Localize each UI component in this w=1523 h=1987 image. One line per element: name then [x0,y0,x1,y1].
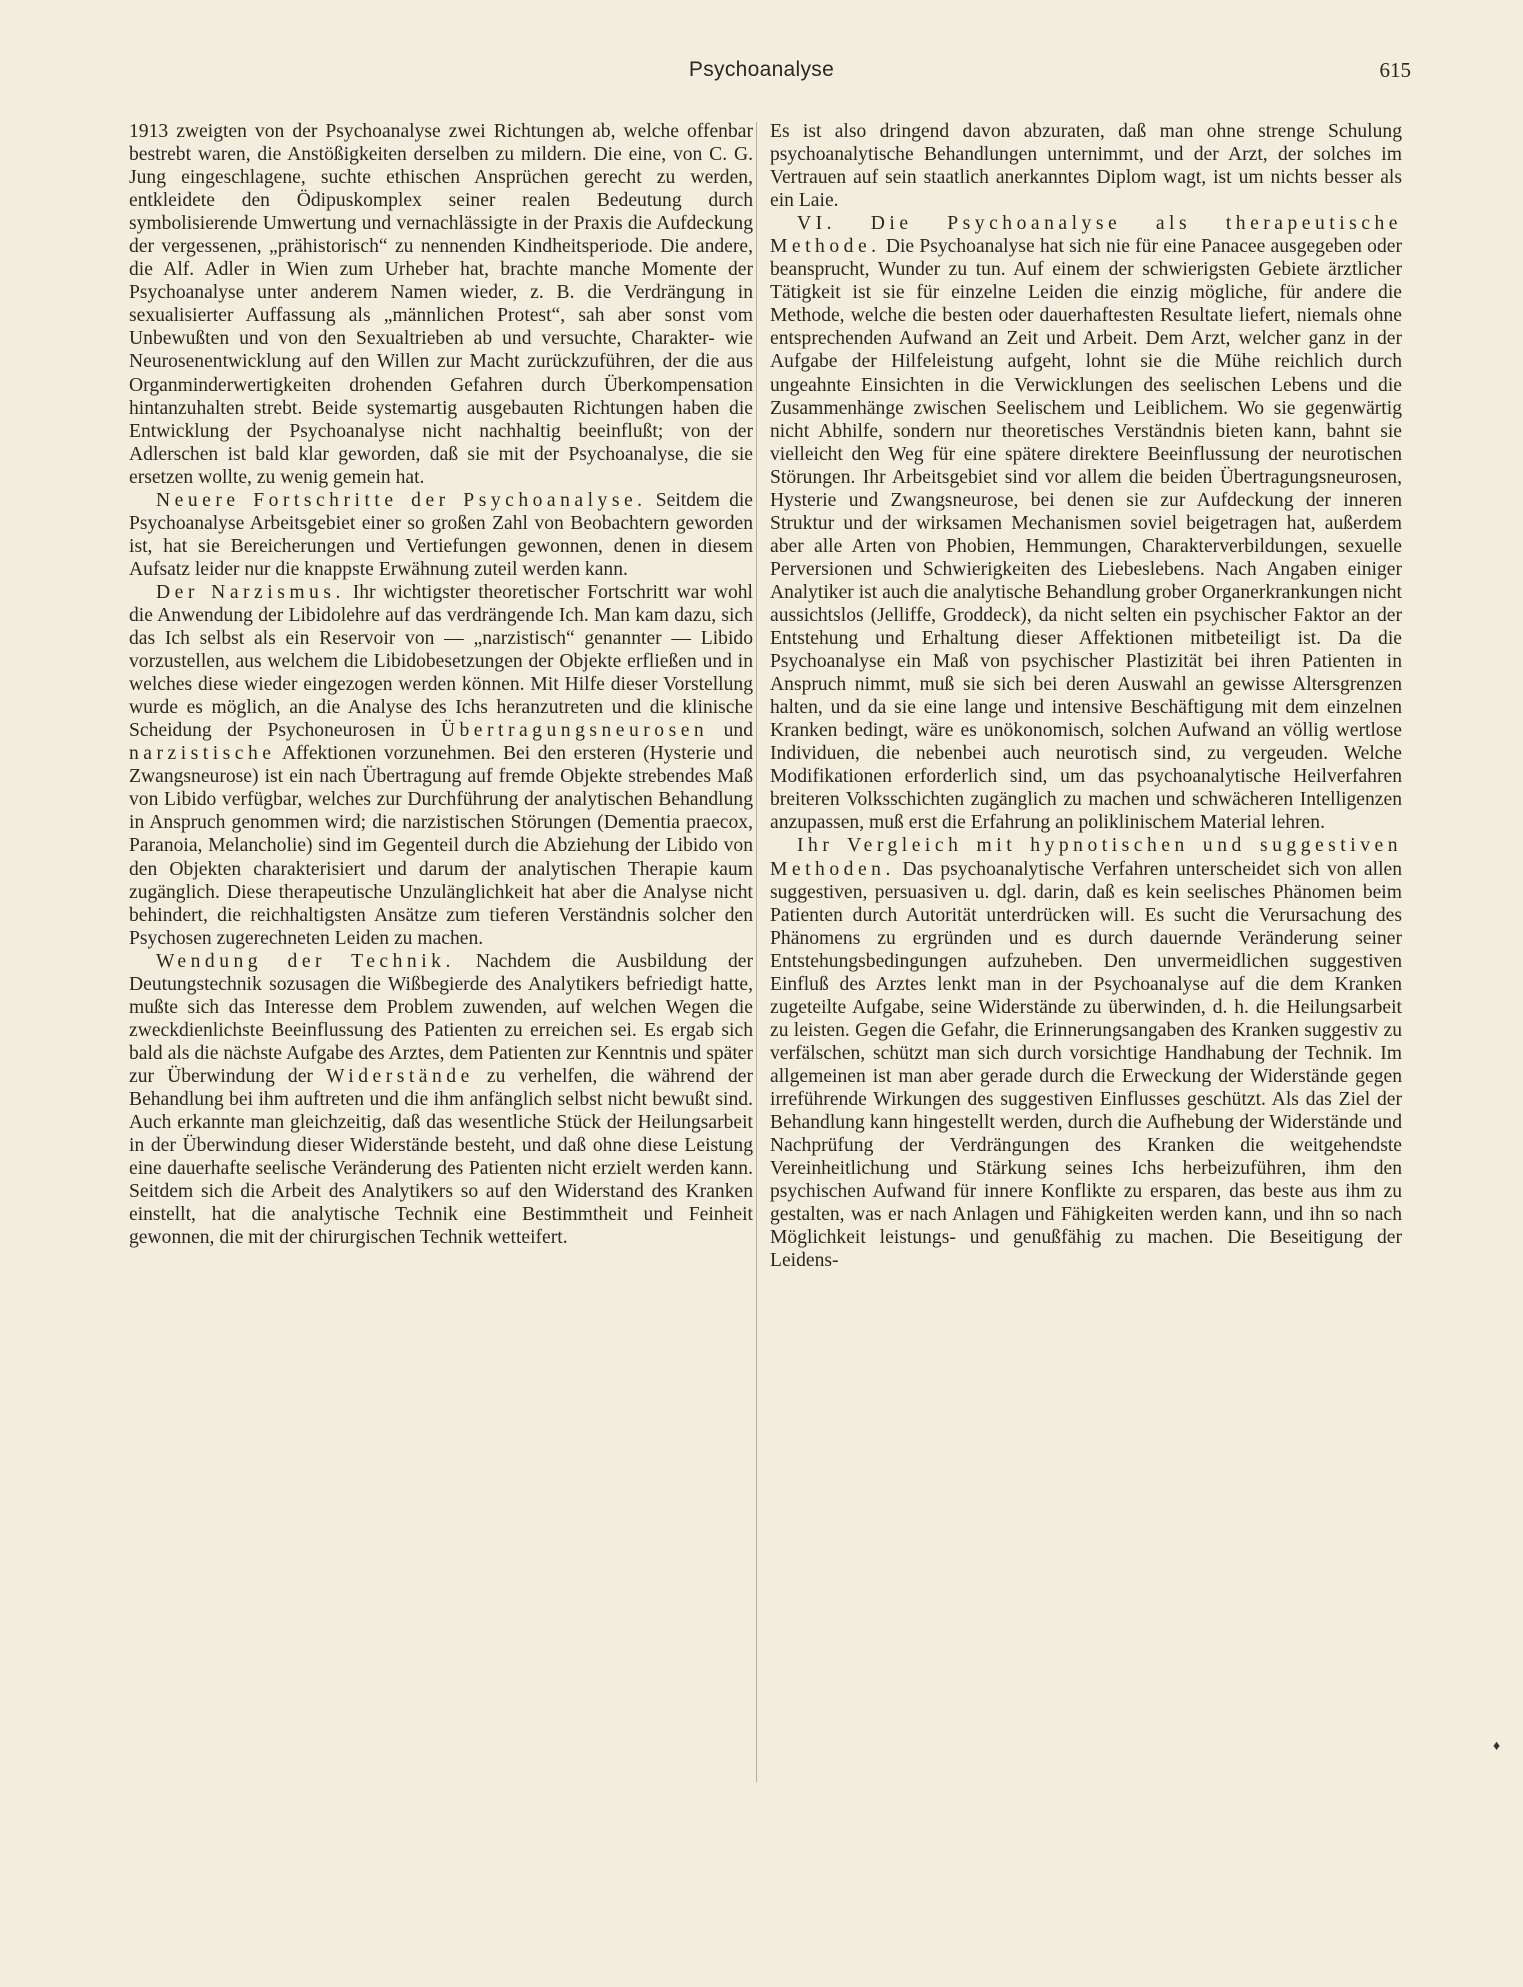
paragraph-text: und [723,720,754,742]
margin-mark: ♦ [1493,1739,1501,1754]
column-divider [756,122,757,1782]
emphasized-term: Übertragungsneurosen [440,720,709,742]
section-heading: Der Narzismus. [156,581,345,603]
paragraph: 1913 zweigten von der Psychoanalyse zwei Richtungen ab, welche offenbar bestrebt waren, die Anstößigkeiten derselben zu mildern. Die eine, von C. G. Jung eingeschlagene, suchte ethischen Ansprüchen gerecht zu werden, entkleidete den Ödipuskomplex seiner realen Bedeutung durch symbolisierende Umwertung und vernachlässigte in der Praxis die Aufdeckung der vergessenen, „prähistorisch“ zu nennenden Kindheitsperiode. Die andere, die Alf. Adler in Wien zum Urheber hat, brachte manche Momente der Psychoanalyse unter anderem Namen wieder, z. B. die Verdrängung in sexualisierter Auffassung als „männlichen Protest“, sah aber sonst vom Unbewußten und von den Sexualtrieben ab und versuchte, Charakter- wie Neurosenentwicklung auf den Willen zur Macht zurückzuführen, der die aus Organminderwertigkeiten drohenden Gefahren durch Überkompensation hintanzuhalten strebt. Beide systemartig ausgebauten Richtungen haben die Entwicklung der Psychoanalyse nicht nachhaltig beeinflußt; von der Adlerschen ist bald klar geworden, daß sie mit der Psychoanalyse, die sie ersetzen wollte, zu wenig gemein hat. [129,121,753,488]
section-heading: Wendung der Technik. [156,950,455,972]
paragraph-text: Die Psychoanalyse hat sich nie für eine Panacee ausgegeben oder beansprucht, Wunder zu tun. Auf einem der schwierigsten Gebiete ärztlicher Tätigkeit ist sie für einzelne Leiden die einzig mögliche, für andere die Methode, welche die besten oder dauerhaftesten Resultate liefert, niemals ohne entsprechenden Aufwand an Zeit und Arbeit. Dem Arzt, welcher ganz in der Aufgabe der Hilfeleistung aufgeht, lohnt sie die Mühe reichlich durch ungeahnte Einsichten in die Verwicklungen des seelischen Lebens und die Zusammenhänge zwischen Seelischem und Leiblichem. Wo sie gegenwärtig nicht Abhilfe, sondern nur theoretisches Verständnis bieten kann, bahnt sie vielleicht den Weg für eine spätere direktere Beeinflussung der neurotischen Störungen. Ihr Arbeitsgebiet sind vor allem die beiden Übertragungsneurosen, Hysterie und Zwangsneurose, bei denen sie zur Aufdeckung der inneren Struktur und der wirksamen Mechanismen soviel beigetragen hat, außerdem aber alle Arten von Phobien, Hemmungen, Charakterverbildungen, sexuelle Perversionen und Schwierigkeiten des Liebeslebens. Nach Angaben einiger Analytiker ist auch die analytische Behandlung grober Organerkrankungen nicht aussichtslos (Jelliffe, Groddeck), da nicht selten ein psychischer Faktor an der Entstehung und Erhaltung dieser Affektionen mitbeteiligt ist. Da die Psychoanalyse ein Maß von psychischer Plastizität bei ihren Patienten in Anspruch nimmt, muß sie sich bei deren Auswahl an gewisse Altersgrenzen halten, und da sie eine lange und intensive Beschäftigung mit dem einzelnen Kranken bedingt, wäre es unökonomisch, solchen Aufwand an völlig wertlose Individuen, die nebenbei auch neurotisch sind, zu vergeuden. Welche Modifikationen erforderlich sind, um das psychoanalytische Heilverfahren breiteren Volksschichten zugänglich zu machen und schwächeren Intelligenzen anzupassen, muß erst die Erfahrung an poliklinischem Material lehren. [770,236,1402,834]
section-heading: VI. Die Psychoanalyse als therapeutische Methode. [770,213,1402,258]
section-heading: Ihr Vergleich mit hypnotischen und suggestiven Methoden. [770,835,1402,880]
emphasized-term: Widerstände [326,1065,474,1087]
left-column [129,120,753,1249]
paragraph [770,212,1402,834]
page-number: 615 [1379,58,1411,82]
right-column [770,120,1402,1272]
paragraph-text: Seitdem die Psychoanalyse Arbeitsgebiet einer so großen Zahl von Beobachtern geworden ist, hat sie Bereicherungen und Vertiefungen gewonnen, denen in diesem Aufsatz leider nur die knappste Erwähnung zuteil werden kann. [129,489,754,580]
emphasized-term: narzistische [129,743,276,765]
paragraph [129,581,753,950]
paragraph [770,834,1402,1272]
page-header [0,58,1523,92]
paragraph [129,489,753,581]
section-heading: Neuere Fortschritte der Psychoanalyse. [156,489,647,511]
paragraph-text: Das psychoanalytische Verfahren unterscheidet sich von allen suggestiven, persuasiven u. dgl. darin, daß es kein seelisches Phänomen beim Patienten durch Autorität unterdrücken will. Es sucht die Verursachung des Phänomens zu ergründen und es durch dauernde Veränderung seiner Entstehungsbedingungen aufzuheben. Den unvermeidlichen suggestiven Einfluß des Arztes lenkt man in der Psychoanalyse auf die dem Kranken zugeteilte Aufgabe, seine Widerstände zu überwinden, d. h. die Heilungsarbeit zu leisten. Gegen die Gefahr, die Erinnerungsangaben des Kranken suggestiv zu verfälschen, schützt man sich durch vorsichtige Handhabung der Technik. Im allgemeinen ist man aber gerade durch die Erweckung der Widerstände gegen irreführende Wirkungen des suggestiven Einflusses geschützt. Als das Ziel der Behandlung kann hingestellt werden, durch die Aufhebung der Widerstände und Nachprüfung der Verdrängungen des Kranken die weitgehendste Vereinheitlichung und Stärkung seines Ichs herbeizuführen, ihm den psychischen Aufwand für innere Konflikte zu ersparen, das beste aus ihm zu gestalten, was er nach Anlagen und Fähigkeiten werden kann, und ihn so nach Möglichkeit leistungs- und genußfähig zu machen. Die Beseitigung der Leidens- [770,858,1403,1272]
paragraph-text: zu verhelfen, die während der Behandlung bei ihm auftreten und die ihm anfänglich selbst nicht bewußt sind. Auch erkannte man gleichzeitig, daß das wesentliche Stück der Heilungsarbeit in der Überwindung dieser Widerstände besteht, und daß ohne diese Leistung eine dauerhafte seelische Veränderung des Patienten nicht erzielt werden kann. Seitdem sich die Arbeit des Analytikers so auf den Widerstand des Kranken einstellt, hat die analytische Technik eine Bestimmtheit und Feinheit gewonnen, die mit der chirurgischen Technik wetteifert. [129,1065,753,1249]
paragraph [129,950,753,1250]
paragraph-text: Nachdem die Ausbildung der Deutungstechnik sozusagen die Wißbegierde des Analytikers befriedigt hatte, mußte sich das Interesse dem Problem zuwenden, auf welchen Wegen die zweckdienlichste Beeinflussung des Patienten zu erreichen sei. Es ergab sich bald als die nächste Aufgabe des Arztes, dem Patienten zur Kenntnis und später zur Überwindung der [129,950,754,1087]
paragraph: Es ist also dringend davon abzuraten, daß man ohne strenge Schulung psychoanalytische Behandlungen unternimmt, und der Arzt, der solches im Vertrauen auf sein staatlich anerkanntes Diplom wagt, ist um nichts besser als ein Laie. [770,121,1402,212]
paragraph-text: Affektionen vorzunehmen. Bei den ersteren (Hysterie und Zwangsneurose) ist ein nach Übertragung auf fremde Objekte strebendes Maß von Libido verfügbar, welches zur Durchführung der analytischen Behandlung in Anspruch genommen wird; die narzistischen Störungen (Dementia praecox, Paranoia, Melancholie) sind im Gegenteil durch die Abziehung der Libido von den Objekten charakterisiert und darum der analytischen Therapie kaum zugänglich. Diese therapeutische Unzulänglichkeit hat aber die Analyse nicht behindert, die reichhaltigsten Ansätze zum tieferen Verständnis solcher den Psychosen zugerechneten Leiden zu machen. [129,743,753,949]
paragraph-text: Ihr wichtigster theoretischer Fortschritt war wohl die Anwendung der Libidolehre auf das verdrängende Ich. Man kam dazu, sich das Ich selbst als ein Reservoir von — „narzistisch“ genannter — Libido vorzustellen, aus welchem die Libidobesetzungen der Objekte erfließen und in welches diese wieder eingezogen werden können. Mit Hilfe dieser Vorstellung wurde es möglich, an die Analyse des Ichs heranzutreten und die klinische Scheidung der Psychoneurosen in [129,581,753,742]
running-title: Psychoanalyse [688,58,835,81]
